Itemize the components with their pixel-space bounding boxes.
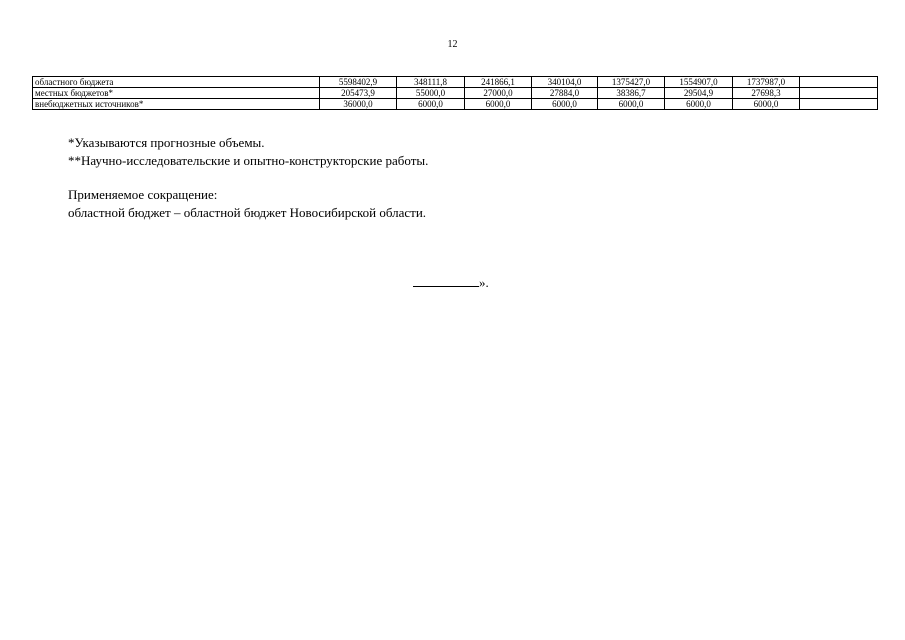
table-cell: 55000,0 <box>397 88 465 99</box>
footnote-forecast: *Указываются прогнозные объемы. <box>68 135 265 150</box>
table-cell: 38386,7 <box>598 88 665 99</box>
table-cell: 6000,0 <box>465 99 532 110</box>
closing-line <box>413 274 489 292</box>
table-cell: 6000,0 <box>665 99 733 110</box>
table-cell: 6000,0 <box>397 99 465 110</box>
table-cell: 241866,1 <box>465 77 532 88</box>
notes-block <box>68 134 428 222</box>
table-cell: 27000,0 <box>465 88 532 99</box>
table-cell <box>800 99 878 110</box>
table-cell: 36000,0 <box>320 99 397 110</box>
table-cell: 6000,0 <box>733 99 800 110</box>
table-cell: 6000,0 <box>598 99 665 110</box>
table-cell: 348111,8 <box>397 77 465 88</box>
table-row <box>33 88 878 99</box>
blank-underline <box>413 274 479 287</box>
table-cell: 27884,0 <box>532 88 598 99</box>
closing-mark: ». <box>479 275 489 290</box>
table-cell <box>800 88 878 99</box>
table-cell: 1375427,0 <box>598 77 665 88</box>
table-row <box>33 77 878 88</box>
footnote-rnd: **Научно-исследовательские и опытно-конструкторские работы. <box>68 153 429 168</box>
spacer <box>68 170 428 186</box>
table-cell: 29504,9 <box>665 88 733 99</box>
table-cell: 1554907,0 <box>665 77 733 88</box>
table-cell: 5598402,9 <box>320 77 397 88</box>
table-cell: 205473,9 <box>320 88 397 99</box>
table-row <box>33 99 878 110</box>
row-label: внебюджетных источников* <box>33 99 320 110</box>
table-cell: 6000,0 <box>532 99 598 110</box>
table-cell: 340104,0 <box>532 77 598 88</box>
abbreviation-heading: Применяемое сокращение: <box>68 187 218 202</box>
page-number: 12 <box>447 39 458 50</box>
row-label: местных бюджетов* <box>33 88 320 99</box>
budget-table <box>32 76 878 110</box>
table-cell: 27698,3 <box>733 88 800 99</box>
table-cell <box>800 77 878 88</box>
table-cell: 1737987,0 <box>733 77 800 88</box>
row-label: областного бюджета <box>33 77 320 88</box>
abbreviation-item: областной бюджет – областной бюджет Новосибирской области. <box>68 205 427 220</box>
